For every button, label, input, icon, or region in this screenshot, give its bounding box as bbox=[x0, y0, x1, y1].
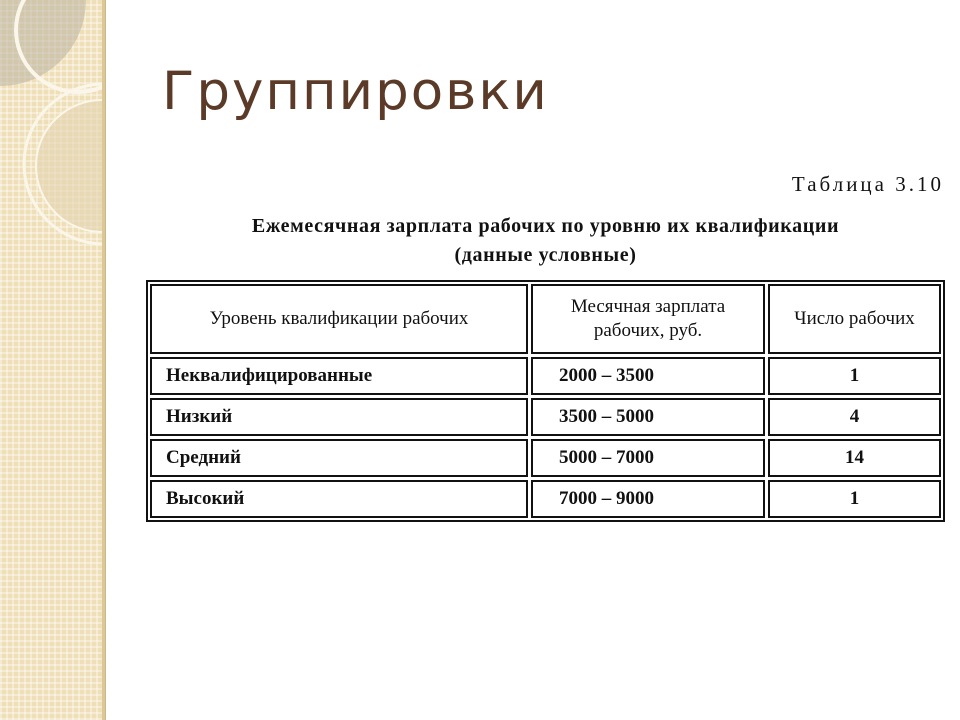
header-salary bbox=[531, 284, 765, 354]
row-3-level: Средний bbox=[150, 439, 528, 477]
row-1-salary: 2000 – 3500 bbox=[531, 357, 765, 395]
row-3-count: 14 bbox=[768, 439, 941, 477]
table-caption-line-2: (данные условные) bbox=[454, 244, 637, 266]
table-number: Таблица 3.10 bbox=[791, 172, 944, 196]
row-1-count: 1 bbox=[768, 357, 941, 395]
row-1-level: Неквалифицированные bbox=[150, 357, 528, 395]
row-4-count: 1 bbox=[768, 480, 941, 518]
header-count: Число рабочих bbox=[768, 284, 941, 354]
header-level: Уровень квалификации рабочих bbox=[150, 284, 528, 354]
row-2-count: 4 bbox=[768, 398, 941, 436]
table-caption bbox=[146, 212, 945, 270]
row-2-level: Низкий bbox=[150, 398, 528, 436]
row-4-level: Высокий bbox=[150, 480, 528, 518]
decorative-side-strip bbox=[0, 0, 105, 720]
row-3-salary: 5000 – 7000 bbox=[531, 439, 765, 477]
header-salary-line-1: Месячная зарплата bbox=[570, 296, 726, 317]
slide-title: Группировки bbox=[162, 61, 549, 122]
salary-table bbox=[146, 280, 945, 522]
row-4-salary: 7000 – 9000 bbox=[531, 480, 765, 518]
header-salary-line-2: рабочих, руб. bbox=[593, 320, 703, 341]
decorative-rings bbox=[0, 0, 102, 720]
table-caption-line-1: Ежемесячная зарплата рабочих по уровню их квалификации bbox=[251, 215, 840, 237]
row-2-salary: 3500 – 5000 bbox=[531, 398, 765, 436]
